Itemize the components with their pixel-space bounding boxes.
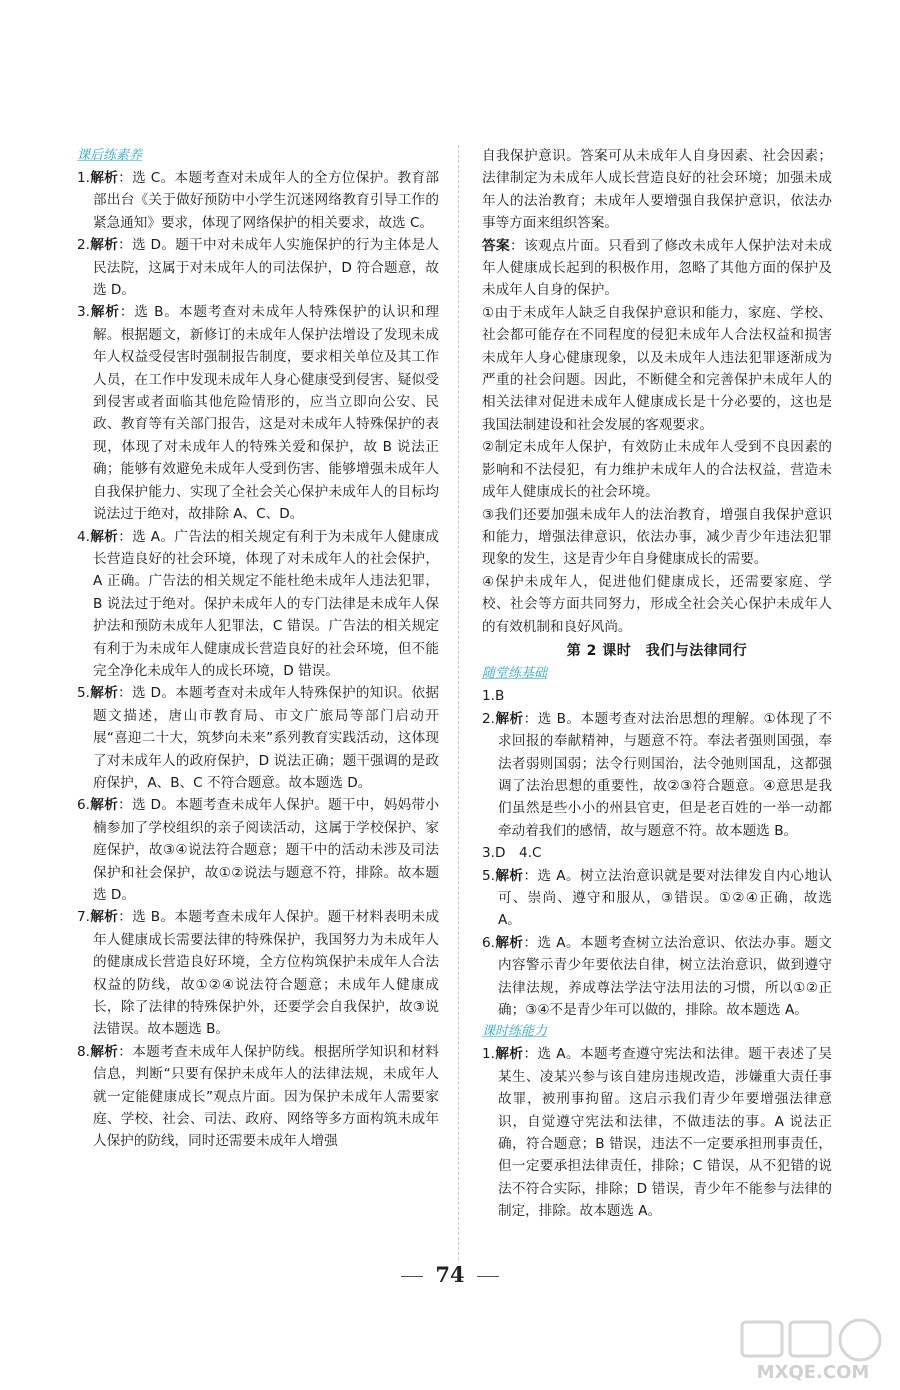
item-number: 6. <box>77 797 90 814</box>
item-label: 解析 <box>89 685 119 702</box>
item-number: 2. <box>77 237 90 254</box>
item-text: ：选 A。广告法的相关规定有利于为未成年人健康成长营造良好的社会环境，体现了对未成年人的社会保护，A 正确。广告法的相关规定不能杜绝未成年人违法犯罪，B 说法过于绝对。保护未成年人的专门法律是未成年人保护法和预防未成年人犯罪法，C 错误。广告法的相关规定有利于为未成年人健康成长营造良好的社会环境，但不能完全净化未成年人的成长环境，D 错误。 <box>93 528 440 679</box>
answer-item <box>77 301 439 525</box>
item-text: ：选 A。本题考查树立法治意识、依法办事。题文内容警示青少年要依法自律，树立法治意识，做到遵守法律法规，养成尊法学法守法用法的习惯，所以①②正确；③④不是青少年可以做的，排除。故本题选 A。 <box>498 934 833 1019</box>
item-text: ：选 A。本题考查遵守宪法和法律。题干表述了吴某生、凌某兴参与该自建房违规改造，涉嫌重大责任事故罪，被刑事拘留。这启示我们青少年要增强法律意识，自觉遵守宪法和法律，不做违法的事。A 说法正确，符合题意；B 错误，违法不一定要承担刑事责任，但一定要承担法律责任，排除；C 错误，从不犯错的说法不符合实际，排除；D 错误，青少年不能参与法律的制定，排除。故本题选 A。 <box>498 1046 833 1220</box>
item-text: ：选 A。树立法治意识就是要对法律发自内心地认可、崇尚、遵守和服从，③错误。①②④正确，故选 A。 <box>498 867 833 929</box>
lesson-title: 第 2 课时 我们与法律同行 <box>566 642 748 659</box>
item-number: 3. <box>77 304 90 321</box>
item-text: ：本题考查未成年人保护防线。根据所学知识和材料信息，判断“只要有保护未成年人的法律法规，未成年人就一定能健康成长”观点片面。因为保护未成年人需要家庭、学校、社会、司法、政府、网络等多方面构筑未成年人保护的防线，同时还需要未成年人增强 <box>93 1043 440 1150</box>
section-title-in-class: 随堂练基础 <box>482 666 548 682</box>
item-text: 3.D 4.C <box>482 845 542 862</box>
item-label: 解析 <box>89 797 119 814</box>
item-text: ：选 C。本题考查对未成年人的全方位保护。教育部部出台《关于做好预防中小学生沉迷网络教育引导工作的紧急通知》要求，体现了网络保护的相关要求，故选 C。 <box>93 170 440 231</box>
item-number: 8. <box>77 1043 90 1060</box>
item-label: 解析 <box>89 304 120 321</box>
section-title-after-class: 课后练素养 <box>77 148 143 163</box>
answer-paragraph <box>482 235 832 302</box>
page-number-dash-left <box>401 1276 423 1277</box>
answer-item <box>482 865 832 932</box>
page-number-text: 74 <box>435 1262 465 1287</box>
item-label: 解析 <box>89 909 119 926</box>
answer-item <box>77 1041 439 1153</box>
column-divider <box>458 145 459 1260</box>
item-number: 5. <box>77 685 90 702</box>
page-number <box>0 1262 900 1287</box>
answer-item <box>482 1043 832 1222</box>
ability-answer-list <box>482 1043 832 1222</box>
answer-point: ①由于未成年人缺乏自我保护意识和能力，家庭、学校、社会都可能存在不同程度的侵犯未成年人合法权益和损害未成年人身心健康现象，以及未成年人违法犯罪逐渐成为严重的社会问题。因此，不断健全和完善保护未成年人的相关法律对促进未成年人健康成长是十分必要的，这也是我国法制建设和社会发展的客观要求。 <box>482 304 832 433</box>
item-text: ：选 D。本题考查对未成年人特殊保护的知识。依据题文描述，唐山市教育局、市文广旅局等部门启动开展“喜迎二十大，筑梦向未来”系列教育实践活动，这体现了对未成年人的政府保护，D 说法正确；题干强调的是政府保护，A、B、C 不符合题意。故本题选 D。 <box>93 685 439 791</box>
item-number: 6. <box>482 934 495 951</box>
left-column <box>77 145 439 1153</box>
answer-item <box>77 234 439 301</box>
item-text: ：选 D。题干中对未成年人实施保护的行为主体是人民法院，这属于对未成年人的司法保护，D 符合题意，故选 D。 <box>93 237 439 299</box>
item-number: 1. <box>482 1046 495 1063</box>
answer-item <box>77 906 439 1040</box>
item-number: 1. <box>77 170 90 186</box>
watermark-logo <box>738 1318 888 1384</box>
left-answer-list <box>77 167 439 1153</box>
item-text: ：选 B。本题考查对未成年人特殊保护的认识和理解。根据题文，新修订的未成年人保护法增设了发现未成年人权益受侵害时强制报告制度，要求相关单位及其工作人员，在工作中发现未成年人身心健康受到侵害、疑似受到侵害或者面临其他危险情形的，应当立即向公安、民政、教育等有关部门报告，这是对未成年人特殊保护的表现，体现了对未成年人的特殊关爱和保护，故 B 说法正确；能够有效避免未成年人受到伤害、能够增强未成年人自我保护能力、实现了全社会关心保护未成年人的目标均说法过于绝对，故排除 A、C、D。 <box>93 304 439 523</box>
item-text: ：选 B。本题考查未成年人保护。题干材料表明未成年人健康成长需要法律的特殊保护，我国努力为未成年人的健康成长营造良好环境，全方位构筑保护未成年人合法权益的防线，故①②④说法符合题意；未成年人健康成长，除了法律的特殊保护外，还要学会自我保护，故③说法错误。故本题选 B。 <box>93 909 440 1038</box>
answer-text: ：该观点片面。只看到了修改未成年人保护法对未成年人健康成长起到的积极作用，忽略了其他方面的保护及未成年人自身的保护。 <box>482 237 833 299</box>
item-text: 1.B <box>482 688 505 705</box>
answer-item <box>77 526 439 683</box>
item-number: 5. <box>482 867 495 884</box>
page-number-dash-right <box>477 1276 499 1277</box>
in-class-answer-list <box>482 685 832 1021</box>
item-label: 解析 <box>89 237 119 254</box>
answer-item <box>482 932 832 1022</box>
item-label: 解析 <box>494 710 524 727</box>
answer-label: 答案 <box>482 237 511 254</box>
item-number: 7. <box>77 909 90 926</box>
item-label: 解析 <box>494 1046 524 1063</box>
answer-item <box>482 685 832 707</box>
item-label: 解析 <box>494 867 524 884</box>
watermark-text: MXQE.COM <box>756 1362 870 1383</box>
item-number: 2. <box>482 710 495 727</box>
answer-point: ④保护未成年人，促进他们健康成长，还需要家庭、学校、社会等方面共同努力，形成全社会关心保护未成年人的有效机制和良好风尚。 <box>482 573 832 635</box>
item-label: 解析 <box>89 528 119 545</box>
answer-item <box>77 682 439 794</box>
answer-point: ②制定未成年人保护，有效防止未成年人受到不良因素的影响和不法侵犯，有力维护未成年人的合法权益，营造未成年人健康成长的社会环境。 <box>482 439 832 501</box>
answer-point: ③我们还要加强未成年人的法治教育，增强自我保护意识和能力，增强法律意识，依法办事，减少青少年违法犯罪现象的发生，这是青少年自身健康成长的需要。 <box>482 506 832 568</box>
answer-item <box>482 708 832 842</box>
item-label: 解析 <box>89 170 119 186</box>
section-title-ability: 课时练能力 <box>482 1024 548 1040</box>
item-label: 解析 <box>494 934 524 951</box>
item-text: ：选 B。本题考查对法治思想的理解。①体现了不求回报的奉献精神，与题意不符。奉法者强则国强，奉法者弱则国弱；法令行则国治，法令弛则国乱，这都强调了法治思想的重要性，故②③符合题意。④意思是我们虽然是些小小的州县官吏，但是老百姓的一举一动都牵动着我们的感情，故与题意不符。故本题选 B。 <box>498 710 832 839</box>
answer-points <box>482 302 832 638</box>
item-number: 4. <box>77 528 90 545</box>
answer-item <box>77 794 439 906</box>
item-label: 解析 <box>89 1043 119 1060</box>
continuation-text: 自我保护意识。答案可从未成年人自身因素、社会因素；法律制定为未成年人成长营造良好的社会环境；加强未成年人的法治教育；未成年人要增强自我保护意识，依法办事等方面来组织答案。 <box>482 148 832 232</box>
right-column <box>482 145 832 1223</box>
item-text: ：选 D。本题考查未成年人保护。题干中，妈妈带小楠参加了学校组织的亲子阅读活动，这属于学校保护、家庭保护，故③④说法符合题意；题干中的活动未涉及司法保护和社会保护，故①②说法与题意不符，排除。故本题选 D。 <box>93 797 439 903</box>
answer-item <box>77 167 439 234</box>
answer-item <box>482 842 832 864</box>
